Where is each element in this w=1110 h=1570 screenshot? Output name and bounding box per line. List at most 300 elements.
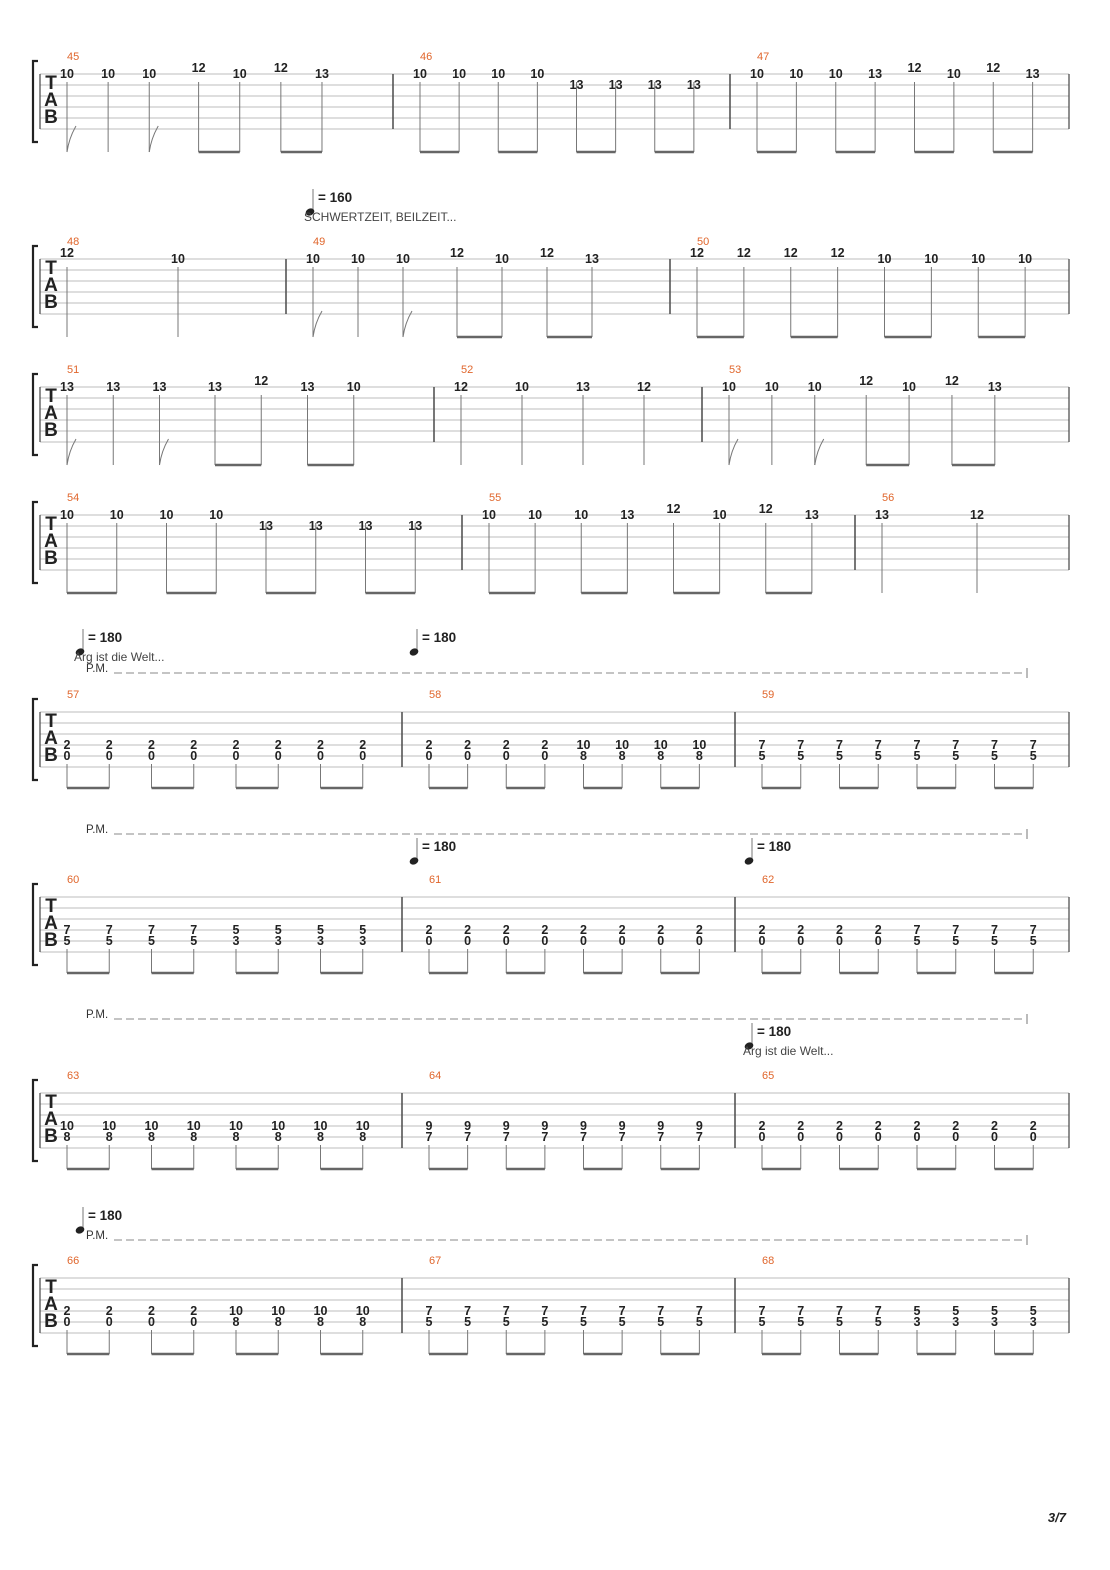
system-bracket [33, 374, 38, 455]
tab-clef-letter: T [45, 73, 57, 94]
quarter-note-icon [408, 647, 419, 657]
fret-number: 10 [528, 508, 543, 522]
fret-number: 2 [758, 1119, 766, 1133]
fret-number: 0 [874, 1130, 882, 1144]
measure-number: 61 [429, 874, 442, 886]
fret-number: 7 [913, 923, 921, 937]
fret-number: 0 [190, 1315, 198, 1329]
fret-number: 12 [783, 246, 798, 260]
fret-number: 7 [580, 1130, 587, 1144]
fret-number: 10 [355, 1304, 370, 1318]
fret-number: 3 [1029, 1315, 1037, 1329]
measure-number: 47 [757, 51, 770, 63]
fret-number: 8 [63, 1130, 71, 1144]
fret-number: 10 [271, 1119, 286, 1133]
fret-number: 10 [877, 252, 892, 266]
fret-number: 10 [313, 1119, 328, 1133]
fret-number: 10 [60, 67, 74, 81]
fret-number: 7 [63, 923, 71, 937]
fret-number: 5 [190, 934, 198, 948]
fret-number: 10 [271, 1304, 286, 1318]
quarter-note-icon [408, 856, 419, 866]
tab-clef-letter: B [44, 107, 58, 128]
fret-number: 5 [913, 934, 921, 948]
fret-number: 5 [425, 1315, 433, 1329]
fret-number: 0 [502, 749, 510, 763]
fret-number: 10 [186, 1119, 201, 1133]
fret-number: 5 [657, 1315, 665, 1329]
fret-number: 7 [758, 1304, 766, 1318]
fret-number: 10 [102, 1119, 117, 1133]
fret-number: 13 [868, 67, 883, 81]
fret-number: 8 [105, 1130, 113, 1144]
note-flag [67, 126, 76, 152]
fret-number: 5 [580, 1315, 587, 1329]
tab-clef-letter: B [44, 420, 58, 441]
fret-number: 10 [712, 508, 727, 522]
fret-number: 12 [60, 246, 74, 260]
fret-number: 0 [836, 1130, 843, 1144]
fret-number: 5 [148, 934, 155, 948]
fret-number: 10 [355, 1119, 370, 1133]
fret-number: 0 [657, 934, 665, 948]
measure-number: 56 [882, 492, 895, 504]
note-flag [815, 439, 824, 465]
fret-number: 10 [495, 252, 509, 266]
fret-number: 2 [232, 738, 240, 752]
measure-number: 51 [67, 364, 80, 376]
fret-number: 9 [464, 1119, 472, 1133]
fret-number: 5 [952, 1304, 960, 1318]
fret-number: 10 [515, 380, 529, 394]
fret-number: 2 [359, 738, 367, 752]
fret-number: 10 [971, 252, 986, 266]
fret-number: 0 [63, 749, 71, 763]
quarter-note-icon [74, 1225, 85, 1235]
fret-number: 10 [722, 380, 736, 394]
fret-number: 0 [695, 934, 703, 948]
fret-number: 5 [952, 749, 960, 763]
fret-number: 3 [359, 934, 367, 948]
fret-number: 0 [618, 934, 626, 948]
measure-number: 59 [762, 689, 775, 701]
fret-number: 0 [874, 934, 882, 948]
fret-number: 8 [317, 1315, 324, 1329]
measure-number: 64 [429, 1070, 442, 1082]
fret-number: 10 [653, 738, 668, 752]
fret-number: 10 [142, 67, 157, 81]
fret-number: 7 [797, 738, 805, 752]
fret-number: 10 [615, 738, 630, 752]
fret-number: 8 [695, 749, 703, 763]
fret-number: 7 [913, 738, 921, 752]
fret-number: 2 [425, 923, 433, 937]
tab-clef-letter: T [45, 258, 57, 279]
fret-number: 0 [758, 934, 766, 948]
system-bracket [33, 1265, 38, 1346]
palm-mute-label: P.M. [86, 824, 109, 836]
system-bracket [33, 61, 38, 142]
fret-number: 7 [618, 1304, 626, 1318]
tab-clef-letter: T [45, 896, 57, 917]
fret-number: 12 [254, 374, 269, 388]
tab-clef-letter: B [44, 1311, 58, 1332]
fret-number: 13 [208, 380, 222, 394]
fret-number: 10 [232, 67, 247, 81]
fret-number: 7 [952, 738, 960, 752]
fret-number: 5 [63, 934, 71, 948]
tab-clef-letter: B [44, 930, 58, 951]
note-flag [149, 126, 158, 152]
tab-clef-letter: T [45, 711, 57, 732]
fret-number: 9 [695, 1119, 703, 1133]
fret-number: 2 [657, 923, 665, 937]
fret-number: 5 [232, 923, 240, 937]
tab-clef-letter: A [44, 531, 58, 552]
fret-number: 7 [502, 1304, 510, 1318]
measure-number: 65 [762, 1070, 775, 1082]
fret-number: 0 [580, 934, 587, 948]
fret-number: 10 [101, 67, 116, 81]
fret-number: 0 [952, 1130, 960, 1144]
fret-number: 2 [105, 738, 113, 752]
fret-number: 8 [190, 1130, 198, 1144]
fret-number: 13 [804, 508, 819, 522]
fret-number: 9 [618, 1119, 626, 1133]
fret-number: 5 [991, 1304, 998, 1318]
note-flag [403, 311, 412, 337]
fret-number: 2 [541, 923, 549, 937]
fret-number: 13 [308, 519, 323, 533]
fret-number: 10 [1018, 252, 1033, 266]
fret-number: 2 [502, 923, 510, 937]
measure-number: 67 [429, 1255, 442, 1267]
fret-number: 12 [450, 246, 464, 260]
fret-number: 3 [274, 934, 282, 948]
note-flag [160, 439, 169, 465]
fret-number: 5 [758, 749, 766, 763]
fret-number: 5 [317, 923, 324, 937]
fret-number: 0 [105, 1315, 113, 1329]
fret-number: 0 [991, 1130, 998, 1144]
fret-number: 8 [148, 1130, 155, 1144]
fret-number: 0 [317, 749, 324, 763]
tab-clef-letter: B [44, 1126, 58, 1147]
tab-clef-letter: B [44, 292, 58, 313]
tab-system [33, 51, 1069, 152]
fret-number: 0 [502, 934, 510, 948]
fret-number: 7 [758, 738, 766, 752]
fret-number: 0 [425, 934, 433, 948]
fret-number: 8 [232, 1315, 240, 1329]
fret-number: 13 [106, 380, 121, 394]
fret-number: 2 [836, 923, 843, 937]
tab-clef-letter: T [45, 1277, 57, 1298]
fret-number: 2 [618, 923, 626, 937]
measure-number: 49 [313, 236, 326, 248]
fret-number: 2 [541, 738, 549, 752]
fret-number: 10 [171, 252, 185, 266]
fret-number: 5 [874, 749, 882, 763]
fret-number: 2 [797, 1119, 805, 1133]
tab-system [33, 189, 1069, 337]
fret-number: 2 [952, 1119, 960, 1133]
fret-number: 5 [836, 1315, 843, 1329]
tab-clef-letter: T [45, 386, 57, 407]
fret-number: 2 [874, 1119, 882, 1133]
fret-number: 5 [797, 1315, 805, 1329]
fret-number: 5 [502, 1315, 510, 1329]
system-bracket [33, 502, 38, 583]
fret-number: 0 [274, 749, 282, 763]
tab-system [33, 1207, 1069, 1354]
fret-number: 13 [576, 380, 590, 394]
fret-number: 10 [396, 252, 410, 266]
fret-number: 8 [359, 1315, 367, 1329]
fret-number: 8 [618, 749, 626, 763]
fret-number: 12 [540, 246, 554, 260]
lyric-text: Arg ist die Welt... [74, 650, 165, 664]
fret-number: 13 [259, 519, 273, 533]
fret-number: 13 [647, 78, 662, 92]
fret-number: 2 [148, 738, 155, 752]
fret-number: 13 [152, 380, 167, 394]
fret-number: 2 [148, 1304, 155, 1318]
fret-number: 5 [274, 923, 282, 937]
fret-number: 2 [190, 738, 198, 752]
tempo-marking: = 180 [422, 630, 457, 645]
tab-clef-letter: A [44, 90, 58, 111]
fret-number: 0 [105, 749, 113, 763]
fret-number: 10 [413, 67, 427, 81]
fret-number: 10 [144, 1119, 159, 1133]
fret-number: 2 [695, 923, 703, 937]
tab-clef-letter: A [44, 403, 58, 424]
fret-number: 10 [750, 67, 764, 81]
fret-number: 13 [300, 380, 315, 394]
measure-number: 55 [489, 492, 502, 504]
fret-number: 7 [105, 923, 113, 937]
fret-number: 5 [952, 934, 960, 948]
fret-number: 10 [574, 508, 589, 522]
fret-number: 0 [541, 934, 549, 948]
fret-number: 12 [666, 502, 681, 516]
system-bracket [33, 884, 38, 965]
fret-number: 0 [464, 749, 472, 763]
fret-number: 8 [274, 1315, 282, 1329]
tab-system [33, 1009, 1069, 1169]
fret-number: 12 [637, 380, 651, 394]
fret-number: 2 [874, 923, 882, 937]
fret-number: 12 [970, 508, 984, 522]
fret-number: 5 [541, 1315, 549, 1329]
fret-number: 2 [758, 923, 766, 937]
fret-number: 5 [797, 749, 805, 763]
fret-number: 3 [991, 1315, 998, 1329]
tab-systems [33, 51, 1069, 1354]
fret-number: 7 [618, 1130, 626, 1144]
fret-number: 2 [502, 738, 510, 752]
fret-number: 3 [317, 934, 324, 948]
fret-number: 10 [229, 1119, 243, 1133]
fret-number: 7 [502, 1130, 510, 1144]
fret-number: 2 [274, 738, 282, 752]
tab-clef-letter: T [45, 514, 57, 535]
fret-number: 7 [580, 1304, 587, 1318]
fret-number: 7 [991, 738, 998, 752]
fret-number: 5 [836, 749, 843, 763]
fret-number: 13 [620, 508, 635, 522]
measure-number: 60 [67, 874, 80, 886]
fret-number: 10 [924, 252, 939, 266]
fret-number: 12 [758, 502, 773, 516]
fret-number: 8 [274, 1130, 282, 1144]
fret-number: 7 [874, 738, 882, 752]
tempo-marking: = 180 [88, 630, 123, 645]
fret-number: 7 [541, 1304, 549, 1318]
fret-number: 5 [618, 1315, 626, 1329]
fret-number: 5 [991, 749, 998, 763]
fret-number: 7 [836, 1304, 843, 1318]
fret-number: 12 [191, 61, 206, 75]
fret-number: 2 [317, 738, 324, 752]
fret-number: 7 [797, 1304, 805, 1318]
fret-number: 2 [913, 1119, 921, 1133]
fret-number: 5 [464, 1315, 472, 1329]
page-number: 3/7 [1047, 1510, 1066, 1525]
lyric-text: SCHWERTZEIT, BEILZEIT... [304, 210, 457, 224]
tab-clef-letter: T [45, 1092, 57, 1113]
fret-number: 7 [464, 1130, 472, 1144]
fret-number: 10 [209, 508, 224, 522]
fret-number: 7 [836, 738, 843, 752]
fret-number: 13 [686, 78, 701, 92]
fret-number: 5 [991, 934, 998, 948]
fret-number: 2 [63, 738, 71, 752]
fret-number: 7 [695, 1304, 703, 1318]
tab-clef-letter: A [44, 275, 58, 296]
measure-number: 68 [762, 1255, 775, 1267]
tab-clef-letter: A [44, 728, 58, 749]
fret-number: 5 [359, 923, 367, 937]
tempo-marking: = 180 [422, 839, 457, 854]
fret-number: 5 [695, 1315, 703, 1329]
tab-system [33, 492, 1069, 593]
measure-number: 63 [67, 1070, 80, 1082]
fret-number: 2 [425, 738, 433, 752]
fret-number: 10 [159, 508, 174, 522]
measure-number: 58 [429, 689, 442, 701]
fret-number: 2 [464, 923, 472, 937]
measure-number: 57 [67, 689, 80, 701]
fret-number: 2 [190, 1304, 198, 1318]
fret-number: 7 [425, 1130, 433, 1144]
fret-number: 5 [913, 749, 921, 763]
fret-number: 9 [425, 1119, 433, 1133]
tempo-marking: = 160 [318, 190, 353, 205]
tempo-marking: = 180 [88, 1208, 123, 1223]
palm-mute-label: P.M. [86, 1009, 109, 1021]
fret-number: 2 [580, 923, 587, 937]
fret-number: 10 [946, 67, 961, 81]
note-flag [67, 439, 76, 465]
measure-number: 52 [461, 364, 474, 376]
fret-number: 7 [1029, 738, 1037, 752]
fret-number: 12 [454, 380, 468, 394]
fret-number: 7 [541, 1130, 549, 1144]
quarter-note-icon [743, 856, 754, 866]
fret-number: 7 [657, 1130, 665, 1144]
fret-number: 5 [105, 934, 113, 948]
tab-clef-letter: A [44, 913, 58, 934]
fret-number: 0 [464, 934, 472, 948]
fret-number: 10 [452, 67, 467, 81]
fret-number: 8 [580, 749, 587, 763]
fret-number: 12 [944, 374, 959, 388]
fret-number: 7 [425, 1304, 433, 1318]
fret-number: 9 [580, 1119, 587, 1133]
measure-number: 62 [762, 874, 775, 886]
measure-number: 66 [67, 1255, 80, 1267]
fret-number: 10 [530, 67, 545, 81]
fret-number: 5 [758, 1315, 766, 1329]
tab-clef-letter: A [44, 1294, 58, 1315]
measure-number: 54 [67, 492, 80, 504]
fret-number: 3 [913, 1315, 921, 1329]
fret-number: 2 [464, 738, 472, 752]
note-flag [313, 311, 322, 337]
fret-number: 13 [1025, 67, 1040, 81]
fret-number: 0 [797, 934, 805, 948]
tab-clef-letter: B [44, 548, 58, 569]
fret-number: 12 [986, 61, 1001, 75]
fret-number: 13 [585, 252, 599, 266]
tab-system [33, 824, 1069, 973]
fret-number: 10 [789, 67, 804, 81]
measure-number: 53 [729, 364, 742, 376]
system-bracket [33, 1080, 38, 1161]
fret-number: 10 [828, 67, 843, 81]
tab-clef-letter: A [44, 1109, 58, 1130]
lyric-text: Arg ist die Welt... [743, 1044, 834, 1058]
fret-number: 13 [315, 67, 329, 81]
fret-number: 5 [913, 1304, 921, 1318]
fret-number: 2 [991, 1119, 998, 1133]
fret-number: 12 [907, 61, 922, 75]
fret-number: 8 [359, 1130, 367, 1144]
measure-number: 48 [67, 236, 80, 248]
fret-number: 7 [464, 1304, 472, 1318]
palm-mute-label: P.M. [86, 1230, 109, 1242]
note-flag [729, 439, 738, 465]
fret-number: 2 [63, 1304, 71, 1318]
fret-number: 9 [502, 1119, 510, 1133]
fret-number: 7 [695, 1130, 703, 1144]
fret-number: 8 [232, 1130, 240, 1144]
fret-number: 9 [657, 1119, 665, 1133]
fret-number: 3 [232, 934, 240, 948]
fret-number: 7 [657, 1304, 665, 1318]
fret-number: 0 [190, 749, 198, 763]
fret-number: 10 [351, 252, 365, 266]
fret-number: 7 [148, 923, 155, 937]
tempo-marking: = 180 [757, 839, 792, 854]
fret-number: 13 [569, 78, 584, 92]
fret-number: 10 [576, 738, 591, 752]
fret-number: 2 [105, 1304, 113, 1318]
measure-number: 46 [420, 51, 433, 63]
fret-number: 0 [1029, 1130, 1037, 1144]
